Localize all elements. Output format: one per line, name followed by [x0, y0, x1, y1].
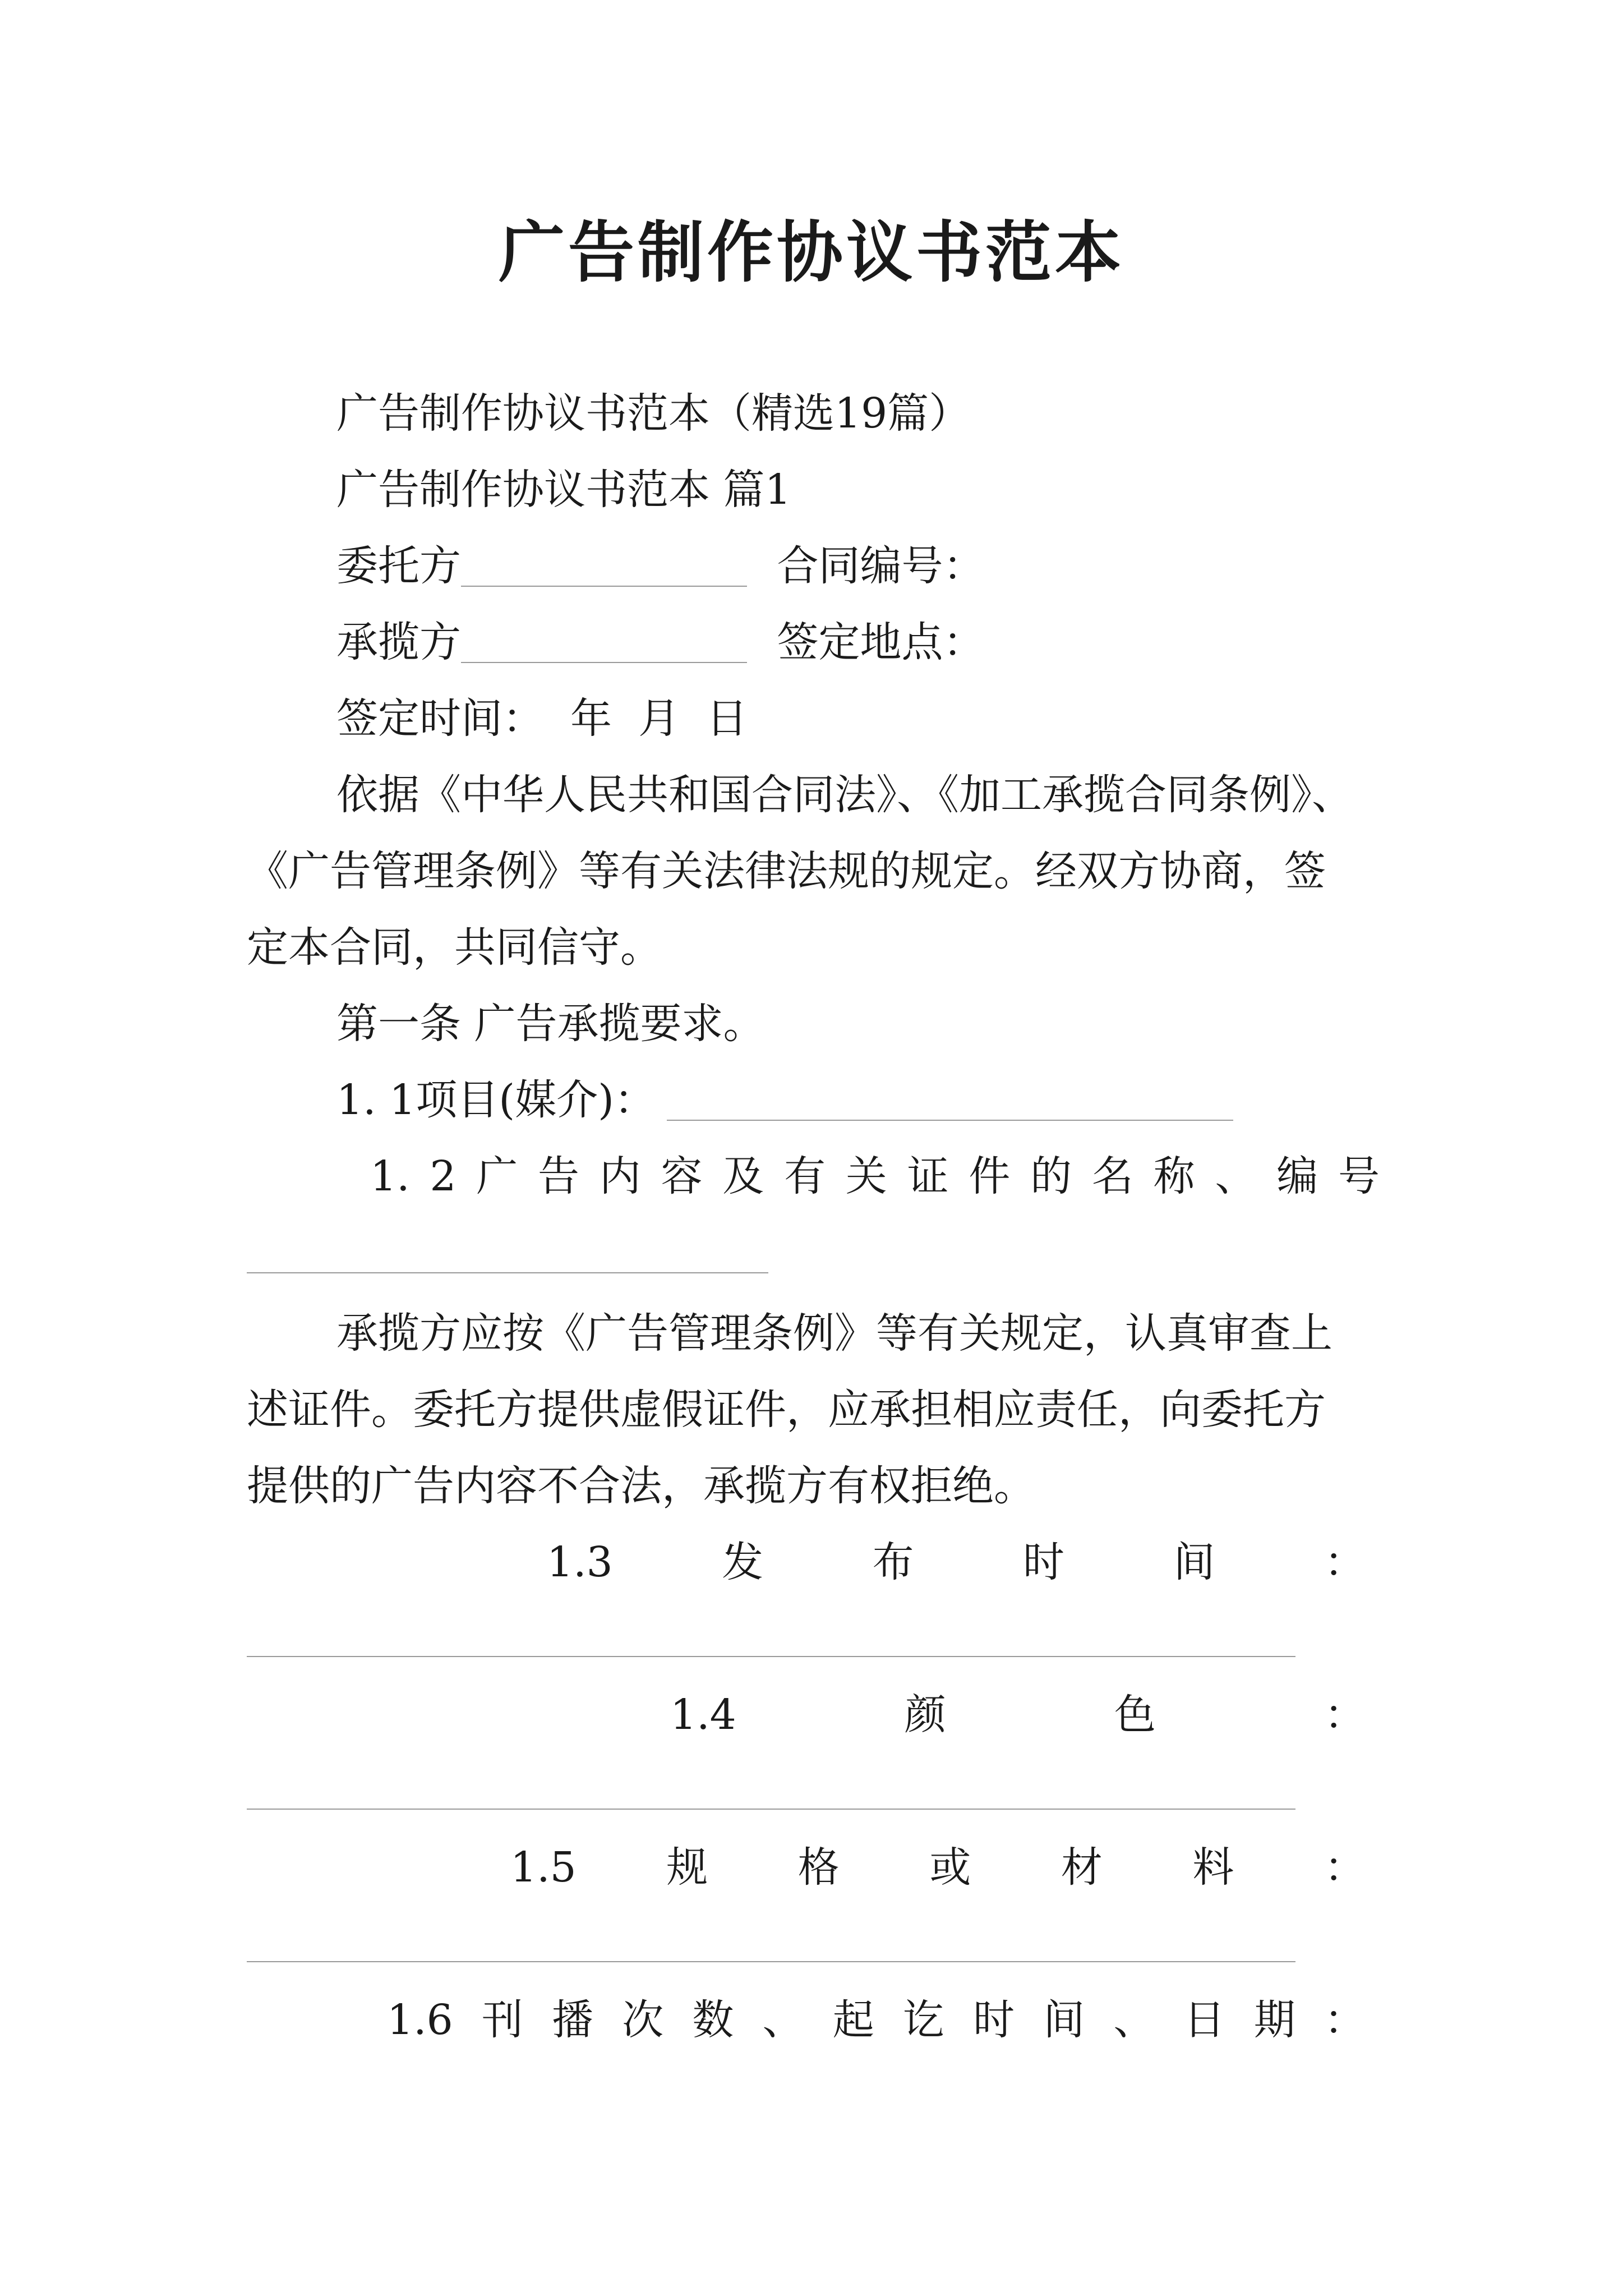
review-line-1: 承揽方应按《广告管理条例》等有关规定，认真审查上 — [336, 1309, 1332, 1358]
item-1-3-char: 间 — [1173, 1538, 1215, 1586]
item-1-2-char: 名 — [1091, 1152, 1133, 1200]
item-1-6-char: 间 — [1043, 1996, 1085, 2044]
item-1-1 — [336, 1076, 1233, 1124]
item-1-2-char: 件 — [969, 1152, 1011, 1200]
item-1-6-char: 讫 — [902, 1996, 944, 2044]
item-1-2-char: 的 — [1030, 1152, 1072, 1200]
item-1-6-char: 起 — [832, 1996, 874, 2044]
item-1-2-char: 、 — [1215, 1152, 1257, 1200]
contractor-line — [336, 618, 985, 666]
item-1-2-char: 广 — [476, 1152, 518, 1200]
item-1-4-char: 色 — [1114, 1691, 1156, 1739]
item-1-5-blank — [247, 1961, 1295, 1962]
section-heading: 广告制作协议书范本 篇1 — [336, 466, 791, 514]
item-1-2-char: 证 — [907, 1152, 949, 1200]
item-1-5 — [510, 1843, 1366, 1892]
item-1-6-char: 、 — [762, 1996, 804, 2044]
client-line — [336, 542, 985, 590]
item-1-2-char: 容 — [661, 1152, 703, 1200]
item-1-6-char: 1.6 — [387, 1996, 453, 2044]
item-1-3-char: ： — [1324, 1538, 1366, 1586]
item-1-2-char: 告 — [538, 1152, 579, 1200]
item-1-6-char: 、 — [1113, 1996, 1155, 2044]
item-1-3-blank — [247, 1656, 1295, 1657]
item-1-6-char: 日 — [1183, 1996, 1225, 2044]
item-1-3-char: 发 — [722, 1538, 764, 1586]
item-1-5-char: 材 — [1061, 1843, 1103, 1892]
subtitle: 广告制作协议书范本（精选19篇） — [336, 389, 971, 438]
item-1-6-char: 刊 — [481, 1996, 523, 2044]
item-1-3-char: 布 — [872, 1538, 914, 1586]
item-1-4-char: ： — [1324, 1691, 1366, 1739]
item-1-2-char: 编 — [1276, 1152, 1318, 1200]
sign-place-label: 签定地点： — [777, 618, 985, 666]
item-1-4-char: 颜 — [904, 1691, 946, 1739]
preamble-line-1: 依据《中华人民共和国合同法》、《加工承揽合同条例》、 — [336, 771, 1353, 819]
item-1-6-char: ： — [1324, 1996, 1366, 2044]
item-1-5-char: 格 — [797, 1843, 840, 1892]
item-1-3 — [547, 1538, 1366, 1586]
item-1-6-char: 数 — [692, 1996, 734, 2044]
item-1-2-blank — [247, 1272, 768, 1273]
item-1-5-char: 规 — [666, 1843, 708, 1892]
item-1-5-char: ： — [1324, 1843, 1366, 1892]
preamble-line-3: 定本合同，共同信守。 — [247, 923, 662, 972]
client-blank — [461, 546, 747, 587]
item-1-2-char: 1. — [370, 1152, 410, 1200]
sign-time: 签定时间： 年 月 日 — [336, 694, 748, 743]
document-title: 广告制作协议书范本 — [498, 213, 1124, 291]
item-1-5-char: 或 — [929, 1843, 971, 1892]
item-1-6-char: 次 — [622, 1996, 664, 2044]
item-1-6 — [387, 1996, 1366, 2044]
item-1-4-char: 1.4 — [670, 1691, 736, 1739]
item-1-4 — [670, 1691, 1366, 1739]
item-1-6-char: 期 — [1253, 1996, 1295, 2044]
item-1-6-char: 时 — [973, 1996, 1015, 2044]
item-1-2 — [370, 1152, 1380, 1200]
item-1-2-char: 号 — [1338, 1152, 1380, 1200]
item-1-2-char: 2 — [430, 1152, 457, 1200]
item-1-2-char: 称 — [1153, 1152, 1195, 1200]
item-1-2-char: 关 — [845, 1152, 887, 1200]
contractor-blank — [461, 623, 747, 663]
item-1-1-blank — [667, 1080, 1233, 1121]
item-1-6-char: 播 — [552, 1996, 594, 2044]
preamble-line-2: 《广告管理条例》等有关法律法规的规定。经双方协商，签 — [247, 847, 1326, 895]
item-1-3-char: 时 — [1023, 1538, 1065, 1586]
review-line-3: 提供的广告内容不合法，承揽方有权拒绝。 — [247, 1462, 1035, 1510]
item-1-3-char: 1.3 — [547, 1538, 613, 1586]
client-label: 委托方 — [336, 542, 461, 590]
item-1-2-char: 有 — [784, 1152, 826, 1200]
contract-no-label: 合同编号： — [777, 542, 985, 590]
review-line-2: 述证件。委托方提供虚假证件，应承担相应责任，向委托方 — [247, 1386, 1326, 1434]
item-1-1-label: 1. 1项目(媒介)： — [336, 1076, 656, 1124]
contractor-label: 承揽方 — [336, 618, 461, 666]
item-1-2-char: 内 — [599, 1152, 641, 1200]
item-1-5-char: 1.5 — [510, 1843, 577, 1892]
item-1-4-blank — [247, 1809, 1295, 1810]
item-1-2-char: 及 — [722, 1152, 764, 1200]
article-1: 第一条 广告承揽要求。 — [336, 1000, 765, 1048]
item-1-5-char: 料 — [1192, 1843, 1234, 1892]
